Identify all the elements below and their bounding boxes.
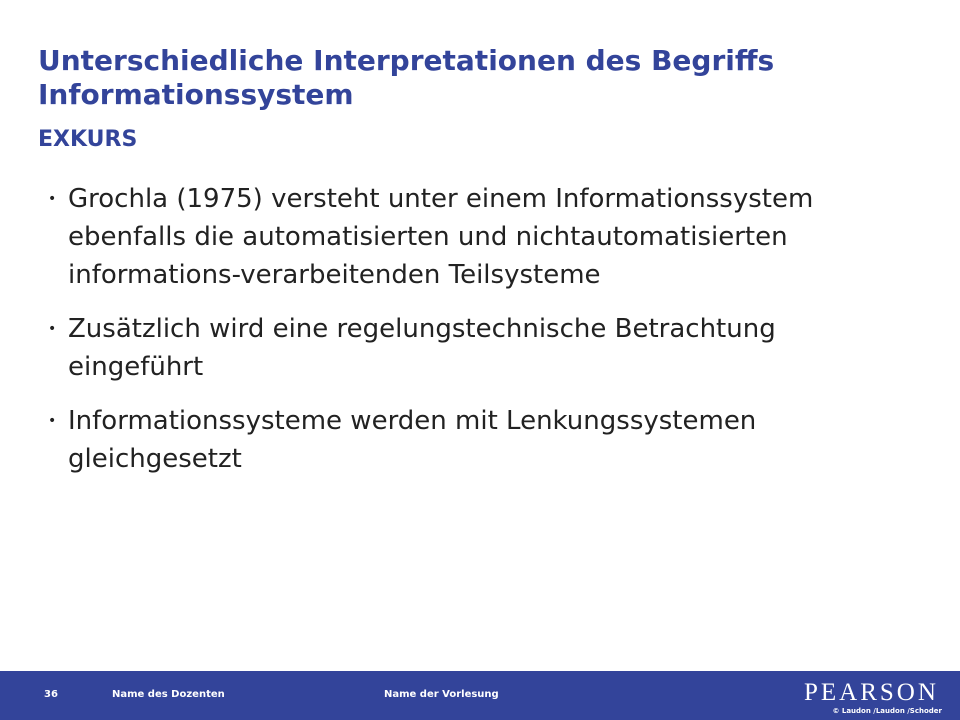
lecture-name: Name der Vorlesung	[384, 689, 499, 700]
bullet-item	[48, 180, 908, 294]
page-number: 36	[44, 689, 58, 700]
pearson-logo: PEARSON	[804, 679, 939, 706]
bullet-icon: •	[48, 321, 57, 337]
lecturer-name: Name des Dozenten	[112, 689, 225, 700]
slide-subtitle: EXKURS	[38, 127, 138, 152]
bullet-icon: •	[48, 413, 57, 429]
bullet-list	[48, 180, 908, 494]
bullet-text: Grochla (1975) versteht unter einem Informationssystem ebenfalls die automatisierten und nichtautomatisierten informations-verarbeitenden Teilsysteme	[68, 184, 814, 290]
copyright-notice: © Laudon /Laudon /Schoder	[832, 707, 942, 715]
bullet-item	[48, 402, 908, 478]
bullet-text: Zusätzlich wird eine regelungstechnische Betrachtung eingeführt	[68, 314, 776, 382]
bullet-item	[48, 310, 908, 386]
slide-title: Unterschiedliche Interpretationen des Begriffs Informationssystem	[38, 44, 775, 111]
bullet-icon: •	[48, 191, 57, 207]
footer-bar	[0, 671, 960, 720]
bullet-text: Informationssysteme werden mit Lenkungssystemen gleichgesetzt	[68, 406, 757, 474]
